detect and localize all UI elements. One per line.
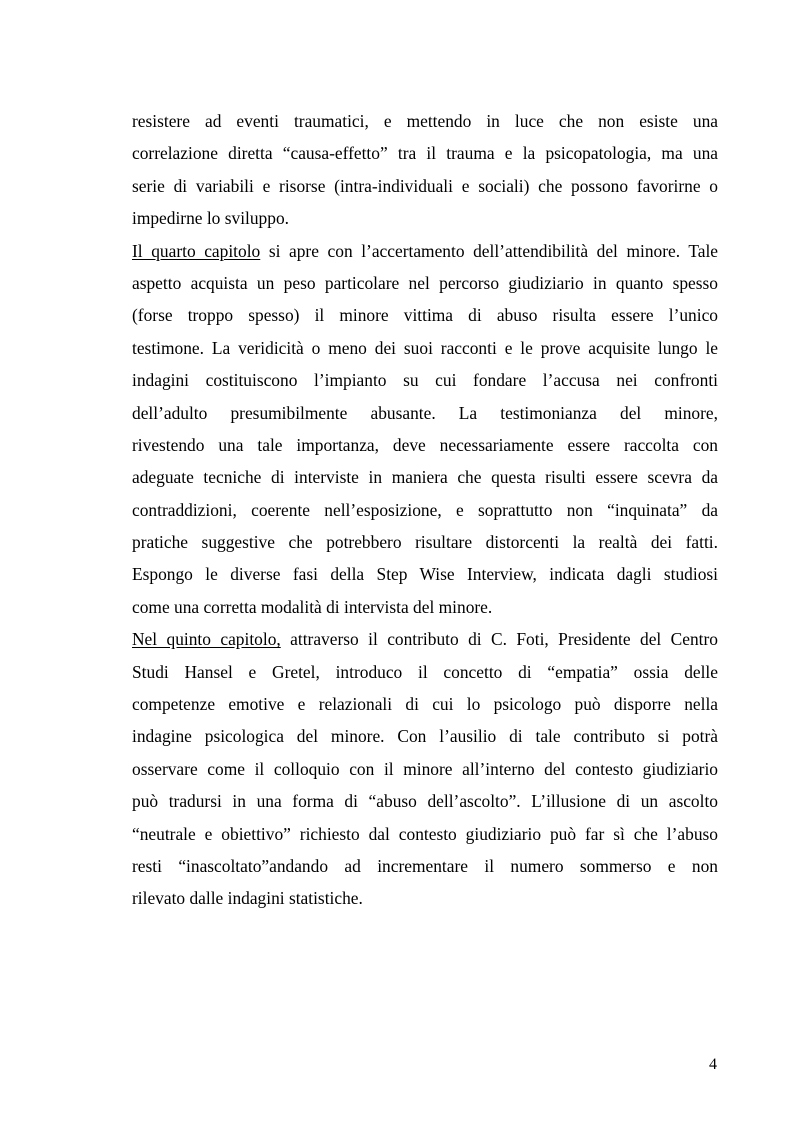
text-line: [132, 299, 718, 331]
line-text: resistere ad eventi traumatici, e mettendo in luce che non esiste una: [132, 111, 718, 131]
text-line: [132, 364, 718, 396]
text-line: [132, 688, 718, 720]
text-line: [132, 558, 718, 590]
text-line: [132, 202, 718, 234]
chapter-reference: Nel quinto capitolo,: [132, 629, 281, 650]
line-text: rilevato dalle indagini statistiche.: [132, 888, 363, 909]
line-text: indagini costituiscono l’impianto su cui fondare l’accusa nei confronti: [132, 370, 718, 391]
text-line: [132, 429, 718, 461]
line-text: competenze emotive e relazionali di cui lo psicologo può disporre nella: [132, 694, 718, 715]
text-line: [132, 105, 718, 137]
line-text: indagine psicologica del minore. Con l’ausilio di tale contributo si potrà: [132, 726, 718, 747]
line-text: attraverso il contributo di C. Foti, Presidente del Centro: [280, 629, 718, 650]
chapter-reference: Il quarto capitolo: [132, 240, 261, 261]
line-text: osservare come il colloquio con il minore all’interno del contesto giudiziario: [132, 758, 718, 779]
line-text: testimone. La veridicità o meno dei suoi racconti e le prove acquisite lungo le: [132, 337, 718, 358]
text-line: [132, 267, 718, 299]
line-text: si apre con l’accertamento dell’attendibilità del minore. Tale: [260, 240, 719, 261]
line-text: adeguate tecniche di interviste in maniera che questa risulti essere scevra da: [132, 467, 718, 488]
line-text: “neutrale e obiettivo” richiesto dal contesto giudiziario può far sì che l’abuso: [132, 823, 718, 844]
line-text: correlazione diretta “causa-effetto” tra il trauma e la psicopatologia, ma una: [132, 143, 718, 164]
line-text: aspetto acquista un peso particolare nel percorso giudiziario in quanto spesso: [132, 272, 718, 293]
line-text: serie di variabili e risorse (intra-individuali e sociali) che possono favorirne o: [132, 175, 718, 196]
line-text: Studi Hansel e Gretel, introduco il concetto di “empatia” ossia delle: [132, 661, 718, 682]
line-text: come una corretta modalità di intervista del minore.: [132, 596, 493, 617]
text-line: [132, 461, 718, 493]
page-number: 4: [709, 1056, 717, 1073]
text-line: [132, 526, 718, 558]
text-line: [132, 818, 718, 850]
line-text: contraddizioni, coerente nell’esposizione, e soprattutto non “inquinata” da: [132, 499, 718, 520]
line-text: resti “inascoltato”andando ad incrementare il numero sommerso e non: [132, 855, 718, 876]
line-text: impedirne lo sviluppo.: [132, 208, 289, 229]
text-line: [132, 850, 718, 882]
text-line: [132, 720, 718, 752]
text-line: [132, 591, 718, 623]
text-line: [132, 882, 718, 914]
line-text: pratiche suggestive che potrebbero risultare distorcenti la realtà dei fatti.: [132, 532, 718, 553]
text-line: [132, 623, 718, 655]
line-text: rivestendo una tale importanza, deve necessariamente essere raccolta con: [132, 434, 718, 455]
text-line: [132, 137, 718, 169]
text-line: [132, 235, 718, 267]
text-line: [132, 397, 718, 429]
text-line: [132, 753, 718, 785]
text-line: [132, 785, 718, 817]
document-body: [132, 105, 718, 915]
line-text: (forse troppo spesso) il minore vittima di abuso risulta essere l’unico: [132, 305, 718, 326]
text-line: [132, 170, 718, 202]
text-line: [132, 494, 718, 526]
text-line: [132, 656, 718, 688]
text-line: [132, 332, 718, 364]
line-text: può tradursi in una forma di “abuso dell’ascolto”. L’illusione di un ascolto: [132, 791, 718, 812]
line-text: Espongo le diverse fasi della Step Wise Interview, indicata dagli studiosi: [132, 564, 718, 585]
line-text: dell’adulto presumibilmente abusante. La testimonianza del minore,: [132, 402, 718, 423]
